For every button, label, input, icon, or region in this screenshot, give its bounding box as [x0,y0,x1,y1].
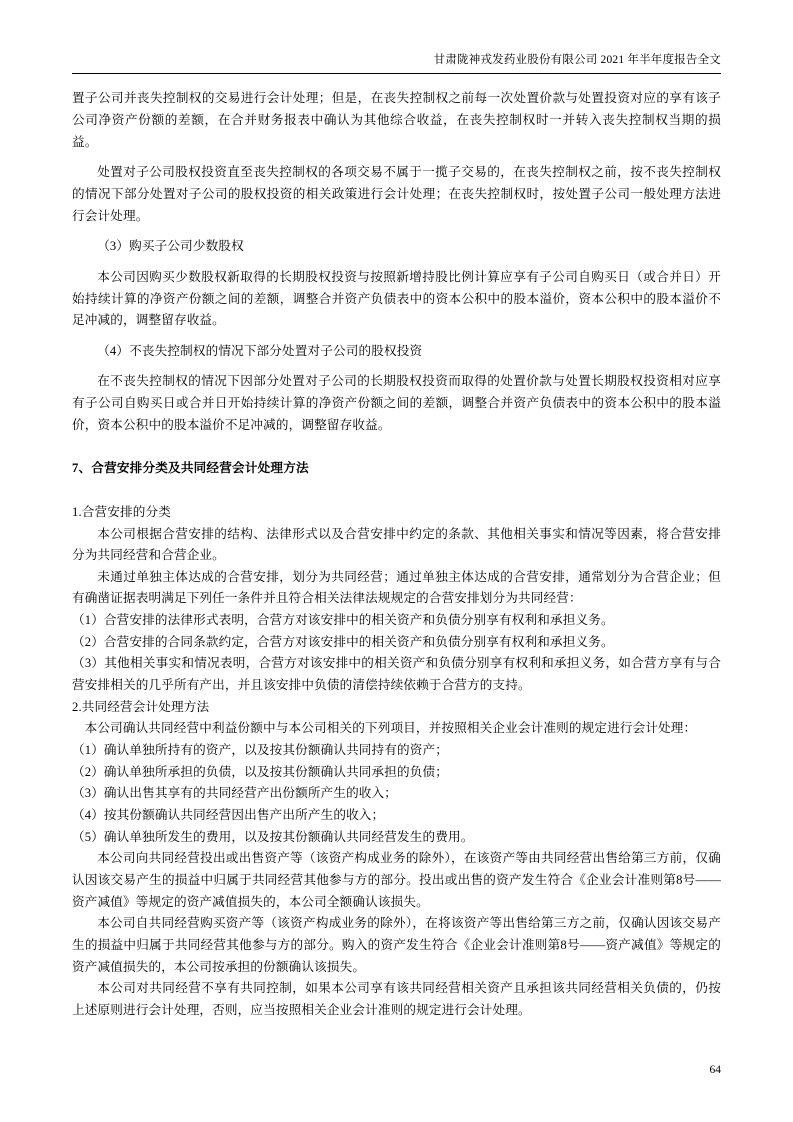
spacer [72,227,721,236]
paragraph-item-4-body: 在不丧失控制权的情况下因部分处置对子公司的长期股权投资而取得的处置价款与处置长期股权投资相对应享有子公司自购买日或合并日开始持续计算的净资产份额之间的差额，调整合并资产负债表中的资本公积中的股本溢价，资本公积中的股本溢价不足冲减的，调整留存收益。 [72,374,721,432]
heading-item-3: （3）购买子公司少数股权 [97,239,244,254]
section-heading-7: 7、合营安排分类及共同经营会计处理方法 [72,461,309,476]
paragraph-2-3: 本公司自共同经营购买资产等（该资产构成业务的除外），在将该资产等出售给第三方之前，仅确认因该交易产生的损益中归属于共同经营其他参与方的部分。购入的资产发生符合《企业会计准则第8号——资产减值》等规定的资产减值损失的，本公司按承担的份额确认该损失。 [72,916,721,974]
spacer [72,258,721,267]
list-item-2-1: （1）确认单独所持有的资产，以及按其份额确认共同持有的资产； [72,743,449,758]
spacer [72,436,721,458]
paragraph-1-1: 本公司根据合营安排的结构、法律形式以及合营安排中约定的条款、其他相关事实和情况等因素，将合营安排分为共同经营和合营企业。 [72,526,721,563]
paragraph-1-2: 未通过单独主体达成的合营安排，划分为共同经营；通过单独主体达成的合营安排，通常划分为合营企业；但有确凿证据表明满足下列任一条件并且符合相关法律法规规定的合营安排划分为共同经营： [72,569,721,606]
heading-item-4: （4）不丧失控制权的情况下部分处置对子公司的股权投资 [97,343,423,358]
list-item-2-3: （3）确认出售其享有的共同经营产出份额所产生的收入； [72,786,398,801]
list-item-2-5: （5）确认单独所发生的费用，以及按其份额确认共同经营发生的费用。 [72,829,474,844]
list-item-2-4: （4）按其份额确认共同经营因出售产出所产生的收入； [72,808,385,823]
paragraph-disposal-transactions: 处置对子公司股权投资直至丧失控制权的各项交易不属于一揽子交易的，在丧失控制权之前，按不丧失控制权的情况下部分处置对子公司的股权投资的相关政策进行会计处理；在丧失控制权时，按处置子公司一般处理方法进行会计处理。 [72,165,721,223]
paragraph-item-3-body: 本公司因购买少数股权新取得的长期股权投资与按照新增持股比例计算应享有子公司自购买日（或合并日）开始持续计算的净资产份额之间的差额，调整合并资产负债表中的资本公积中的股本溢价，资本公积中的股本溢价不足冲减的，调整留存收益。 [72,269,721,328]
header-divider [72,73,721,74]
list-item-1-1: （1）合营安排的法律形式表明，合营方对该安排中的相关资产和负债分别享有权利和承担义务。 [72,613,614,628]
paragraph-continuation: 置子公司并丧失控制权的交易进行会计处理；但是，在丧失控制权之前每一次处置价款与处置投资对应的享有该子公司净资产份额的差额，在合并财务报表中确认为其他综合收益，在丧失控制权时一并转入丧失控制权当期的损益。 [72,91,721,149]
spacer [72,480,721,502]
page-header [72,52,721,73]
header-title: 甘肃陇神戎发药业股份有限公司 2021 年半年度报告全文 [433,54,721,66]
page-number: 64 [709,1064,721,1076]
list-item-2-2: （2）确认单独所承担的负债，以及按其份额确认共同承担的负债； [72,764,449,779]
paragraph-2-2: 本公司向共同经营投出或出售资产等（该资产构成业务的除外），在该资产等由共同经营出售给第三方前，仅确认因该交易产生的损益中归属于共同经营其他参与方的部分。投出或出售的资产发生符合《企业会计准则第8号——资产减值》等规定的资产减值损失的，本公司全额确认该损失。 [72,851,721,909]
spacer [72,153,721,162]
spacer [72,332,721,341]
page-content-area [72,52,721,1074]
paragraph-2-1: 本公司确认共同经营中利益份额中与本公司相关的下列项目，并按照相关企业会计准则的规定进行会计处理： [84,721,697,736]
document-body [72,88,721,1021]
spacer [72,362,721,371]
list-item-1-3: （3）其他相关事实和情况表明，合营方对该安排中的相关资产和负债分别享有权利和承担义务，如合营方享有与合营安排相关的几乎所有产出，并且该安排中负债的清偿持续依赖于合营方的支持。 [72,656,721,693]
subheading-1: 1.合营安排的分类 [72,504,171,519]
paragraph-2-4: 本公司对共同经营不享有共同控制，如果本公司享有该共同经营相关资产且承担该共同经营相关负债的，仍按上述原则进行会计处理，否则，应当按照相关企业会计准则的规定进行会计处理。 [72,981,721,1017]
list-item-1-2: （2）合营安排的合同条款约定，合营方对该安排中的相关资产和负债分别享有权利和承担义务。 [72,634,614,649]
subheading-2: 2.共同经营会计处理方法 [72,699,210,714]
